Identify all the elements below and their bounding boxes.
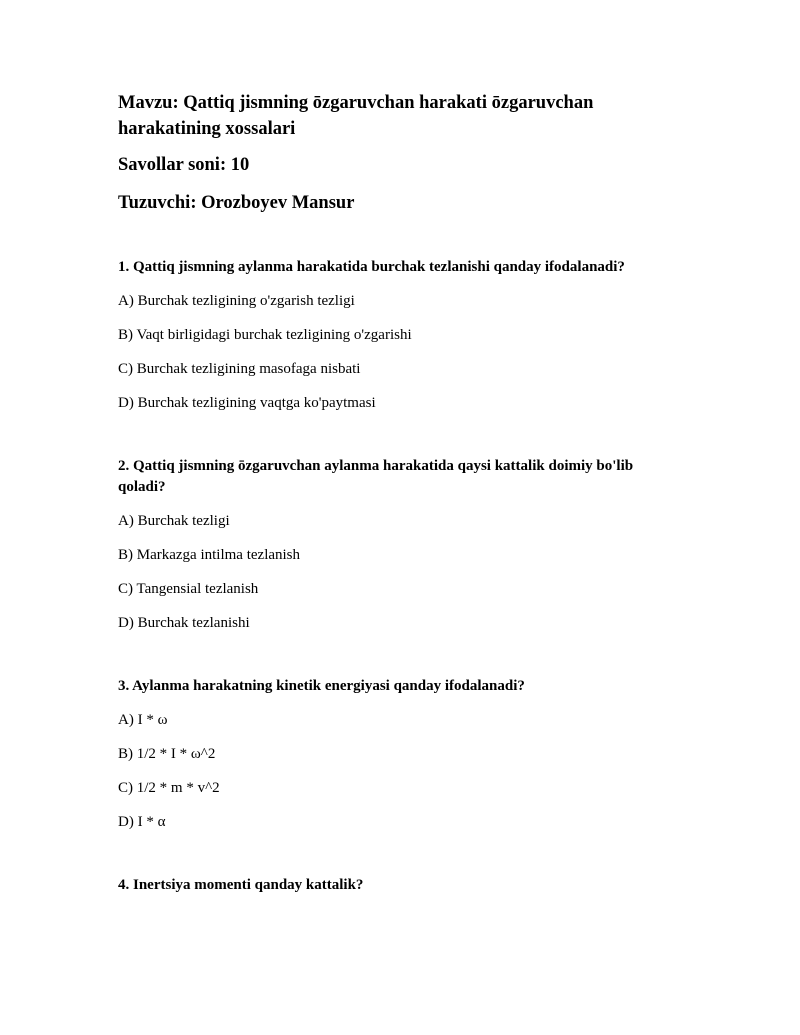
answer-option-c: C) 1/2 * m * v^2 (118, 780, 220, 796)
question-text: 2. Qattiq jismning ōzgaruvchan aylanma harakatida qaysi kattalik doimiy bo'lib qoladi? (118, 458, 634, 495)
answer-options (118, 291, 678, 414)
answer-option-a: A) Burchak tezligi (118, 513, 230, 529)
document-title: Mavzu: Qattiq jismning ōzgaruvchan harakati ōzgaruvchan harakatining xossalari (118, 93, 594, 139)
answer-options (118, 511, 678, 634)
answer-option-a: A) I * ω (118, 712, 168, 728)
answer-option-c: C) Burchak tezligining masofaga nisbati (118, 361, 361, 377)
answer-option-a: A) Burchak tezligining o'zgarish tezligi (118, 293, 355, 309)
question-text: 4. Inertsiya momenti qanday kattalik? (118, 877, 364, 893)
question-block-3 (118, 676, 678, 833)
author-line: Tuzuvchi: Orozboyev Mansur (118, 193, 355, 213)
question-block-1 (118, 257, 678, 414)
answer-option-b: B) Markazga intilma tezlanish (118, 547, 301, 563)
question-count: Savollar soni: 10 (118, 155, 250, 175)
answer-options (118, 710, 678, 833)
answer-option-d: D) Burchak tezlanishi (118, 615, 250, 631)
answer-option-b: B) Vaqt birligidagi burchak tezligining o'zgarishi (118, 327, 412, 343)
answer-option-c: C) Tangensial tezlanish (118, 581, 259, 597)
answer-option-b: B) 1/2 * I * ω^2 (118, 746, 216, 762)
question-text: 1. Qattiq jismning aylanma harakatida burchak tezlanishi qanday ifodalanadi? (118, 259, 625, 275)
question-block-4 (118, 875, 678, 896)
answer-option-d: D) I * α (118, 814, 166, 830)
question-block-2 (118, 456, 678, 634)
answer-option-d: D) Burchak tezligining vaqtga ko'paytmasi (118, 395, 376, 411)
document-page (118, 90, 678, 909)
question-text: 3. Aylanma harakatning kinetik energiyasi qanday ifodalanadi? (118, 678, 525, 694)
